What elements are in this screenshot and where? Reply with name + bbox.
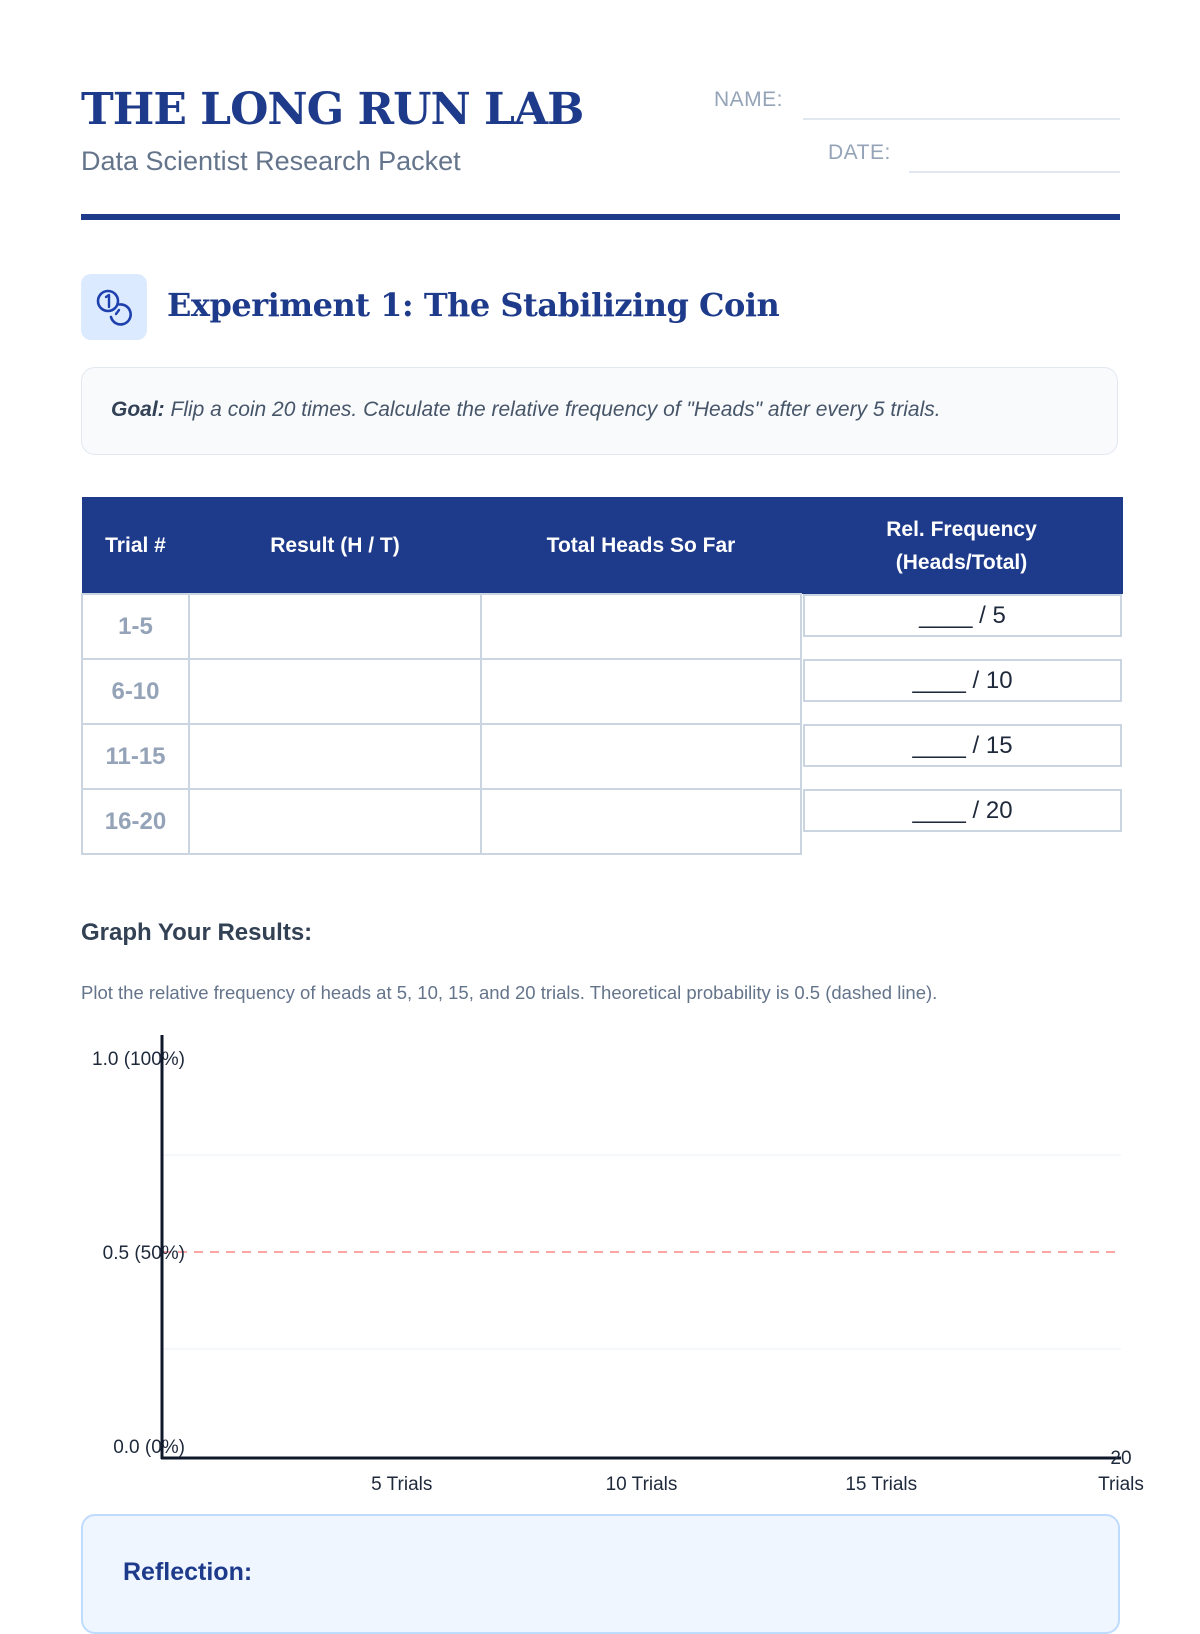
results-table [81,497,1124,855]
table-row [82,594,1123,659]
page-title: THE LONG RUN LAB [81,84,584,135]
name-field[interactable] [803,118,1120,120]
table-row [82,789,1123,854]
page-subtitle: Data Scientist Research Packet [81,146,461,176]
x-tick-label: Trials [1098,1474,1144,1495]
goal-label: Goal: [111,398,165,421]
date-label: DATE: [828,141,891,164]
x-tick-label: 10 Trials [605,1474,678,1495]
rel-frequency-input[interactable]: ____ / 10 [803,659,1122,702]
experiment-icon-box [81,274,147,340]
reflection-box [81,1514,1120,1634]
total-heads-cell[interactable] [481,789,801,854]
x-tick-label: 20 [1110,1448,1132,1469]
header-divider [81,214,1120,220]
total-heads-cell[interactable] [481,594,801,659]
table-row [82,724,1123,789]
graph-heading: Graph Your Results: [81,919,313,946]
result-cell[interactable] [189,789,481,854]
table-header-row [82,497,1123,594]
goal-box [81,367,1118,455]
rel-frequency-input[interactable]: ____ / 20 [803,789,1122,832]
results-chart[interactable] [0,1030,1200,1510]
goal-description: Flip a coin 20 times. Calculate the relative frequency of "Heads" after every 5 trials. [164,398,941,421]
column-header-trial: Trial # [82,497,189,594]
result-cell[interactable] [189,724,481,789]
table-row [82,659,1123,724]
rel-frequency-input[interactable]: ____ / 15 [803,724,1122,767]
trial-cell: 16-20 [82,789,189,854]
rel-frequency-cell [801,724,1123,789]
trial-cell: 11-15 [82,724,189,789]
column-header-rel-frequency [801,497,1123,594]
rel-frequency-header-line2: (Heads/Total) [895,550,1028,574]
rel-frequency-cell [801,659,1123,724]
x-tick-label: 5 Trials [371,1474,433,1495]
total-heads-cell[interactable] [481,659,801,724]
experiment-title: Experiment 1: The Stabilizing Coin [167,286,780,324]
reflection-title: Reflection: [123,1558,253,1586]
goal-text [111,398,941,422]
y-tick-label: 0.5 (50%) [102,1243,185,1264]
y-tick-label: 0.0 (0%) [113,1437,185,1458]
trial-cell: 1-5 [82,594,189,659]
date-field[interactable] [909,171,1120,173]
result-cell[interactable] [189,594,481,659]
rel-frequency-cell [801,594,1123,659]
rel-frequency-input[interactable]: ____ / 5 [803,594,1122,637]
total-heads-cell[interactable] [481,724,801,789]
x-tick-label: 15 Trials [845,1474,918,1495]
name-label: NAME: [714,88,784,111]
column-header-result: Result (H / T) [189,497,481,594]
graph-instructions: Plot the relative frequency of heads at 5, 10, 15, and 20 trials. Theoretical probability is 0.5 (dashed line). [81,982,938,1003]
rel-frequency-cell [801,789,1123,854]
trial-cell: 6-10 [82,659,189,724]
coins-icon [94,287,134,327]
rel-frequency-header-line1: Rel. Frequency [886,517,1037,541]
column-header-total-heads: Total Heads So Far [481,497,801,594]
result-cell[interactable] [189,659,481,724]
y-tick-label: 1.0 (100%) [92,1049,185,1070]
